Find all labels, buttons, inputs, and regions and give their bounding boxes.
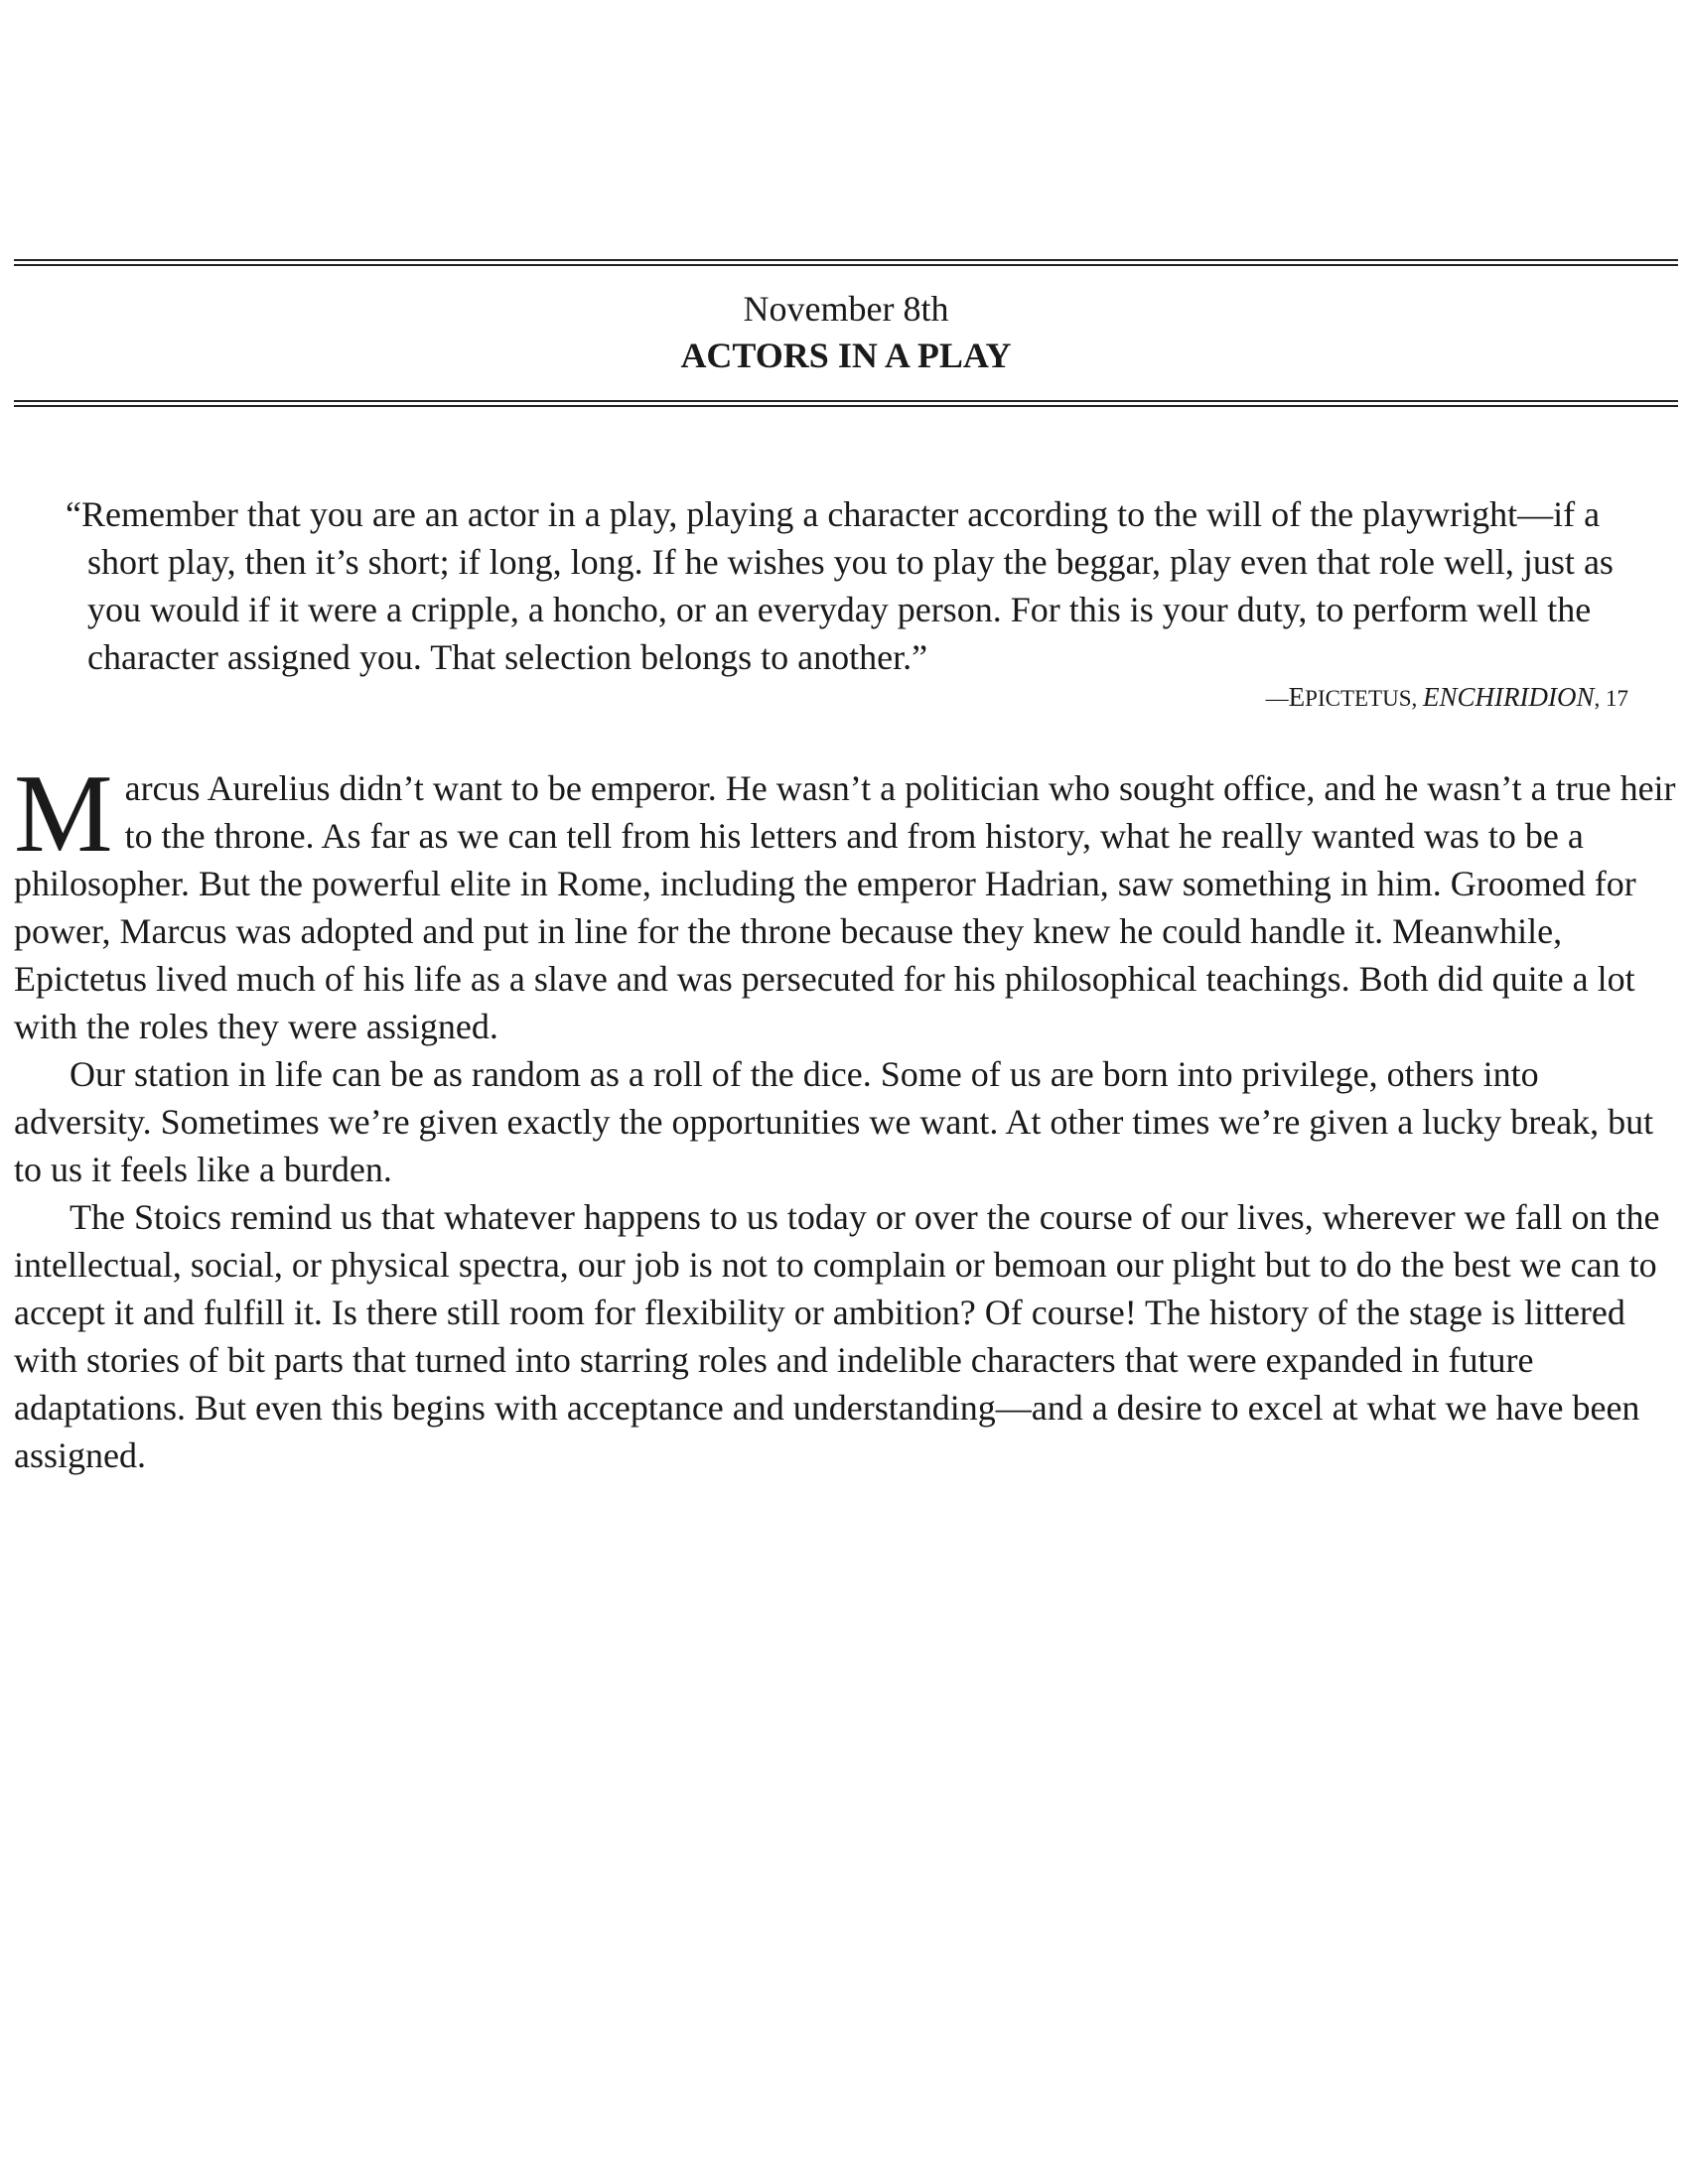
paragraph-2: Our station in life can be as random as a roll of the dice. Some of us are born into privilege, others into adversity. Sometimes we’re given exactly the opportunities we want. At other times we’re given a lucky break, but to us it feels like a burden.	[14, 1054, 1654, 1189]
attribution-dash: —	[1265, 686, 1289, 711]
header-bottom-rule	[14, 400, 1678, 407]
body-text	[14, 752, 1678, 1479]
header-top-rule	[14, 259, 1678, 266]
entry-title: ACTORS IN A PLAY	[680, 336, 1012, 375]
attribution-section: , 17	[1594, 686, 1628, 711]
page	[14, 0, 1678, 2184]
attribution-author-initial: E	[1288, 682, 1306, 712]
epigraph-quote: “Remember that you are an actor in a play, playing a character according to the will of the playwright—if a short play, then it’s short; if long, long. If he wishes you to play the beggar, play even that role well, just as you would if it were a cripple, a honcho, or an everyday person. For this is your duty, to perform well the character assigned you. That selection belongs to another.”	[66, 494, 1614, 677]
attribution-work: ENCHIRIDION	[1423, 682, 1595, 712]
paragraph-3: The Stoics remind us that whatever happens to us today or over the course of our lives, wherever we fall on the intellectual, social, or physical spectra, our job is not to complain or bemoan our plight but to do the best we can to accept it and fulfill it. Is there still room for flexibility or ambition? Of course! The history of the stage is littered with stories of bit parts that turned into starring roles and indelible characters that were expanded in future adaptations. But even this begins with acceptance and understanding—and a desire to excel at what we have been assigned.	[14, 1197, 1660, 1475]
entry-header	[14, 286, 1678, 379]
epigraph	[66, 490, 1634, 715]
drop-cap: M	[14, 752, 113, 876]
paragraph-1	[14, 752, 1678, 1050]
paragraph-1-text: arcus Aurelius didn’t want to be emperor. He wasn’t a politician who sought office, and he wasn’t a true heir to the throne. As far as we can tell from his letters and from history, what he really wanted was to be a philosopher. But the powerful elite in Rome, including the emperor Hadrian, saw something in him. Groomed for power, Marcus was adopted and put in line for the throne because they knew he could handle it. Meanwhile, Epictetus lived much of his life as a slave and was persecuted for his philosophical teachings. Both did quite a lot with the roles they were assigned.	[14, 768, 1676, 1046]
attribution-author-rest: PICTETUS,	[1305, 686, 1418, 711]
entry-date: November 8th	[743, 289, 949, 329]
epigraph-attribution	[66, 681, 1634, 715]
